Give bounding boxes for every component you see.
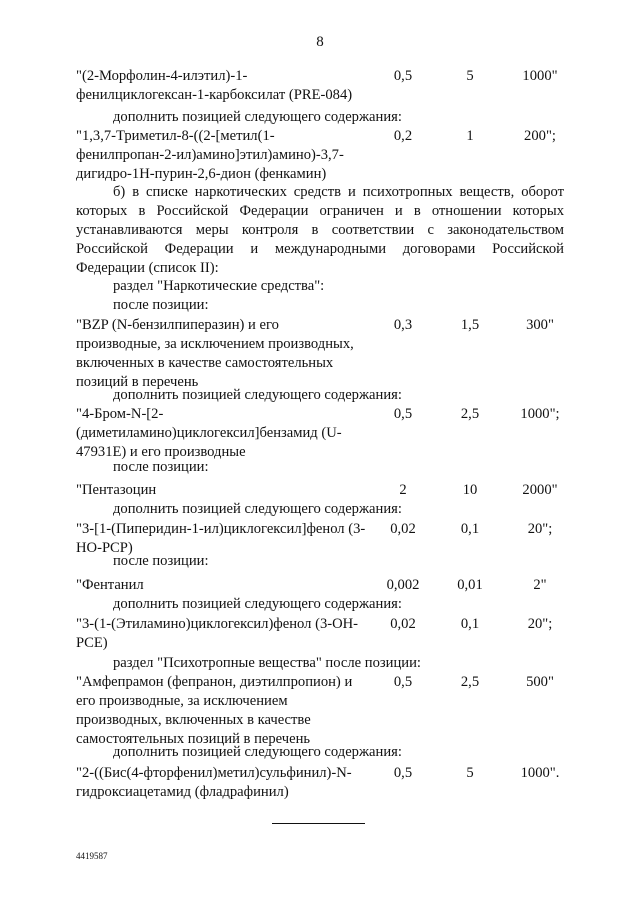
value-col1: 0,5 [393,406,413,422]
instruction-after: после позиции: [113,459,209,475]
value-col3: 1000"; [520,406,560,422]
section-psychotropic: раздел "Психотропные вещества" после позиции: [113,655,421,671]
value-col3: 1000". [520,765,560,781]
substance-name: "(2-Морфолин-4-илэтил)-1-фенилциклогексан-1-карбоксилат (PRE-084) [76,68,353,103]
value-col2: 5 [466,68,474,84]
value-col2: 2,5 [460,406,480,422]
value-col1: 0,2 [393,128,413,144]
value-col3: 200"; [524,128,556,144]
value-col2: 2,5 [460,674,480,690]
value-col2: 0,1 [460,521,480,537]
document-code: 4419587 [76,851,108,861]
value-col2: 0,1 [460,616,480,632]
substance-name: "Пентазоцин [76,482,157,498]
value-col3: 1000" [522,68,558,84]
value-col1: 0,5 [393,765,413,781]
instruction-add: дополнить позицией следующего содержания: [113,744,402,760]
section-narcotic: раздел "Наркотические средства": [113,278,325,294]
substance-name: "3-(1-(Этиламино)циклогексил)фенол (3-OH-PCE) [76,616,359,651]
value-col1: 0,5 [393,68,413,84]
substance-name: "BZP (N-бензилпиперазин) и его производные, за исключением производных, включенных в качестве самостоятельных позиций в перечень [76,317,354,390]
instruction-add: дополнить позицией следующего содержания: [113,109,402,125]
value-col2: 0,01 [457,577,483,593]
value-col1: 0,02 [390,521,416,537]
value-col1: 2 [399,482,407,498]
instruction-add: дополнить позицией следующего содержания: [113,596,402,612]
instruction-after: после позиции: [113,553,209,569]
value-col3: 20"; [527,521,553,537]
substance-name: "4-Бром-N-[2-(диметиламино)циклогексил]бензамид (U-47931E) и его производные [76,406,342,460]
instruction-after: после позиции: [113,297,209,313]
value-col1: 0,02 [390,616,416,632]
value-col2: 10 [462,482,478,498]
value-col3: 500" [526,674,554,690]
separator-line [272,823,365,824]
substance-name: "Фентанил [76,577,144,593]
substance-name: "2-((Бис(4-фторфенил)метил)сульфинил)-N-гидроксиацетамид (фладрафинил) [76,765,352,800]
page-number: 8 [316,34,324,50]
substance-name: "Амфепрамон (фепранон, диэтилпропион) и его производные, за исключением производных, включенных в качестве самостоятельных позиций в перечень [76,674,353,747]
instruction-add: дополнить позицией следующего содержания: [113,501,402,517]
value-col2: 5 [466,765,474,781]
substance-name: "1,3,7-Триметил-8-((2-[метил(1-фенилпропан-2-ил)амино]этил)амино)-3,7-дигидро-1Н-пурин-2,6-дион (фенкамин) [76,128,344,182]
substance-name: "3-[1-(Пиперидин-1-ил)циклогексил]фенол (3-HO-PCP) [76,521,366,556]
value-col2: 1,5 [460,317,480,333]
value-col2: 1 [466,128,474,144]
value-col3: 2" [533,577,547,593]
value-col3: 20"; [527,616,553,632]
value-col3: 300" [526,317,554,333]
paragraph-list-ii: б) в списке наркотических средств и психотропных веществ, оборот которых в Российской Федерации ограничен и в отношении которых устанавливаются меры контроля в соответствии с законодательством Российской Федерации и международными договорами Российской Федерации (список II): [76,184,564,276]
value-col3: 2000" [522,482,558,498]
value-col1: 0,3 [393,317,413,333]
value-col1: 0,5 [393,674,413,690]
value-col1: 0,002 [386,577,420,593]
instruction-add: дополнить позицией следующего содержания: [113,387,402,403]
